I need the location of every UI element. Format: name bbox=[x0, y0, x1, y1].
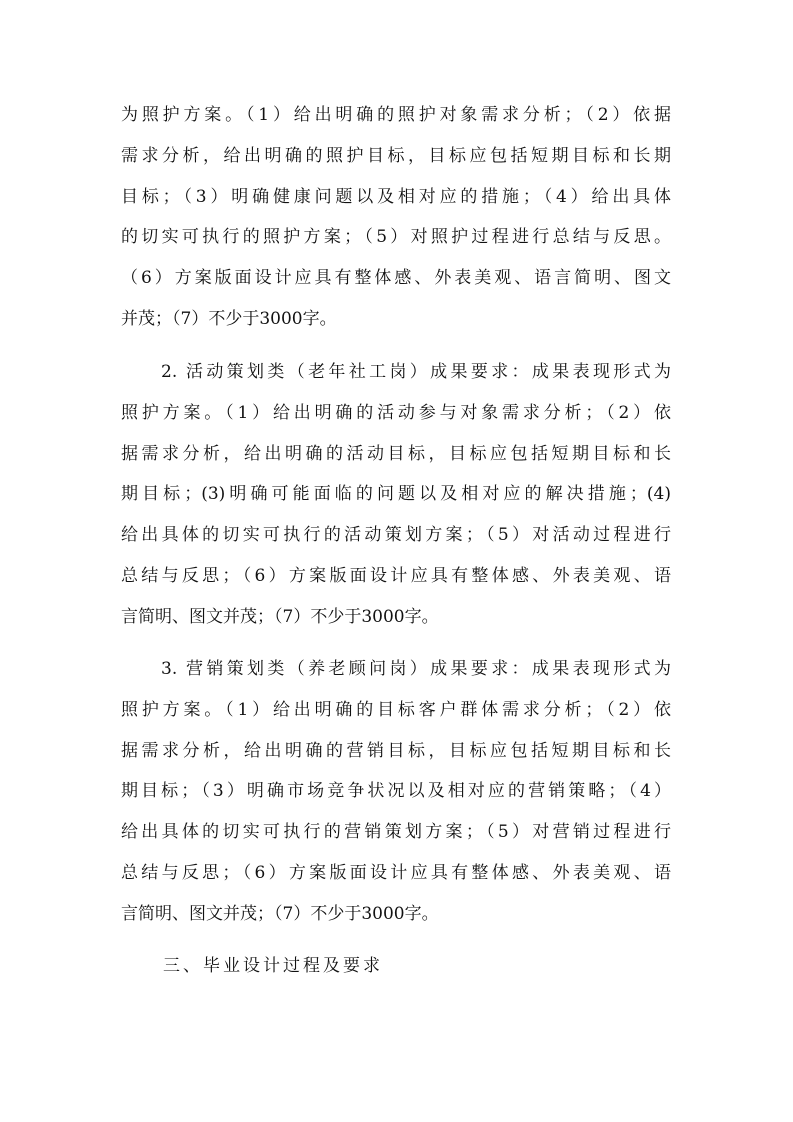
text-line: 2. 活动策划类（老年社工岗）成果要求：成果表现形式为 bbox=[161, 362, 671, 382]
paragraph-continued-requirements bbox=[121, 95, 671, 340]
section-heading: 三、毕业设计过程及要求 bbox=[163, 956, 383, 976]
text-line: 3. 营销策划类（养老顾问岗）成果要求：成果表现形式为 bbox=[161, 659, 671, 679]
text-line: 期目标；(3)明确可能面临的问题以及相对应的解决措施；(4) bbox=[121, 484, 671, 505]
text-line: 据需求分析，给出明确的营销目标，目标应包括短期目标和长 bbox=[121, 740, 671, 761]
text-line: 总结与反思；（6）方案版面设计应具有整体感、外表美观、语 bbox=[121, 862, 671, 883]
text-line: 言简明、图文并茂；（7）不少于3000字。 bbox=[121, 903, 439, 924]
text-line: 目标；（3）明确健康问题以及相对应的措施；（4）给出具体 bbox=[121, 186, 671, 207]
text-line: 并茂；（7）不少于3000字。 bbox=[121, 308, 337, 329]
text-line: 照护方案。（1）给出明确的目标客户群体需求分析；（2）依 bbox=[121, 699, 671, 720]
text-line: （6）方案版面设计应具有整体感、外表美观、语言简明、图文 bbox=[121, 268, 671, 289]
text-line: 为照护方案。（1）给出明确的照护对象需求分析；（2）依据 bbox=[121, 105, 671, 125]
text-line: 给出具体的切实可执行的活动策划方案；（5）对活动过程进行 bbox=[121, 525, 671, 546]
text-line: 期目标；（3）明确市场竞争状况以及相对应的营销策略；（4） bbox=[121, 781, 671, 802]
paragraph-marketing-planning bbox=[121, 649, 671, 935]
text-line: 总结与反思；（6）方案版面设计应具有整体感、外表美观、语 bbox=[121, 565, 671, 586]
paragraph-activity-planning bbox=[121, 352, 671, 638]
text-line: 的切实可执行的照护方案；（5）对照护过程进行总结与反思。 bbox=[121, 227, 671, 248]
text-line: 给出具体的切实可执行的营销策划方案；（5）对营销过程进行 bbox=[121, 822, 671, 843]
text-line: 据需求分析，给出明确的活动目标，目标应包括短期目标和长 bbox=[121, 443, 671, 464]
text-line: 需求分析，给出明确的照护目标，目标应包括短期目标和长期 bbox=[121, 145, 671, 166]
text-line: 照护方案。（1）给出明确的活动参与对象需求分析；（2）依 bbox=[121, 402, 671, 423]
text-line: 言简明、图文并茂；（7）不少于3000字。 bbox=[121, 606, 439, 627]
